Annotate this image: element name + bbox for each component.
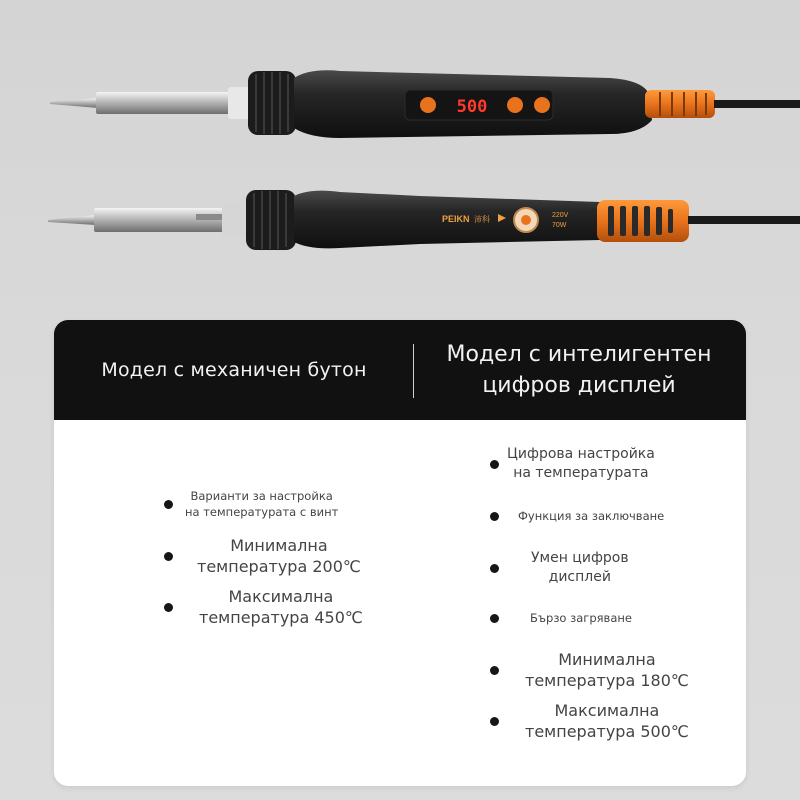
feature-item xyxy=(490,610,632,626)
feature-text: температура 450℃ xyxy=(199,608,363,627)
feature-item xyxy=(490,445,655,483)
feature-text: Функция за заключване xyxy=(518,509,665,523)
bullet-icon xyxy=(490,717,499,726)
feature-item xyxy=(490,649,689,691)
tip-collar xyxy=(228,87,250,119)
sleeve-vent xyxy=(196,214,222,220)
digital-soldering-iron xyxy=(50,70,800,138)
brand-logo: PEIKN xyxy=(442,214,470,224)
feature-text: температура 500℃ xyxy=(525,722,689,741)
bullet-icon xyxy=(490,666,499,675)
bullet-icon xyxy=(164,500,173,509)
tip-sleeve xyxy=(96,92,232,114)
feature-text: дисплей xyxy=(548,569,611,585)
bullet-icon xyxy=(490,460,499,469)
feature-item xyxy=(490,549,629,587)
bullet-icon xyxy=(164,603,173,612)
feature-text: Максимална xyxy=(228,587,334,606)
feature-item xyxy=(490,508,664,524)
feature-text: температура 180℃ xyxy=(525,671,689,690)
digital-title-line: Модел с интелигентен xyxy=(446,342,712,367)
header-divider xyxy=(413,344,414,398)
feature-item xyxy=(164,488,338,520)
bullet-icon xyxy=(490,512,499,521)
digital-title-line: цифров дисплей xyxy=(482,373,676,398)
feature-text: Варианти за настройка xyxy=(190,489,333,503)
feature-text: Минимална xyxy=(558,650,656,669)
power-cable xyxy=(714,100,800,108)
bullet-icon xyxy=(490,564,499,573)
feature-text: Минимална xyxy=(230,536,328,555)
solder-tip xyxy=(50,98,98,108)
comparison-header xyxy=(54,320,746,420)
button-plus[interactable] xyxy=(507,97,523,113)
feature-item xyxy=(164,535,361,577)
power-cable xyxy=(688,216,800,224)
button-minus[interactable] xyxy=(420,97,436,113)
feature-item xyxy=(164,586,363,628)
mechanical-model-title: Модел с механичен бутон xyxy=(101,359,367,381)
power-label: 70W xyxy=(552,222,567,229)
button-set[interactable] xyxy=(534,97,550,113)
feature-text: Умен цифров xyxy=(531,550,629,566)
feature-text: температура 200℃ xyxy=(197,557,361,576)
digital-model-title xyxy=(420,320,738,420)
feature-item xyxy=(490,700,689,742)
bullet-icon xyxy=(164,552,173,561)
cable-guard xyxy=(645,90,715,118)
mechanical-soldering-iron xyxy=(48,190,800,250)
feature-text: Бързо загряване xyxy=(530,611,632,625)
product-illustration xyxy=(0,0,800,320)
tip-collar xyxy=(222,203,248,237)
feature-text: Максимална xyxy=(554,701,660,720)
feature-text: на температурата xyxy=(513,465,649,481)
feature-text: на температурата с винт xyxy=(185,505,339,519)
bullet-icon xyxy=(490,614,499,623)
knob-center xyxy=(521,215,531,225)
feature-text: Цифрова настройка xyxy=(507,446,655,462)
voltage-label: 220V xyxy=(552,212,569,219)
brand-logo-suffix: 沛科 xyxy=(474,215,490,224)
temperature-display: 500 xyxy=(456,97,488,117)
solder-tip xyxy=(48,215,96,225)
